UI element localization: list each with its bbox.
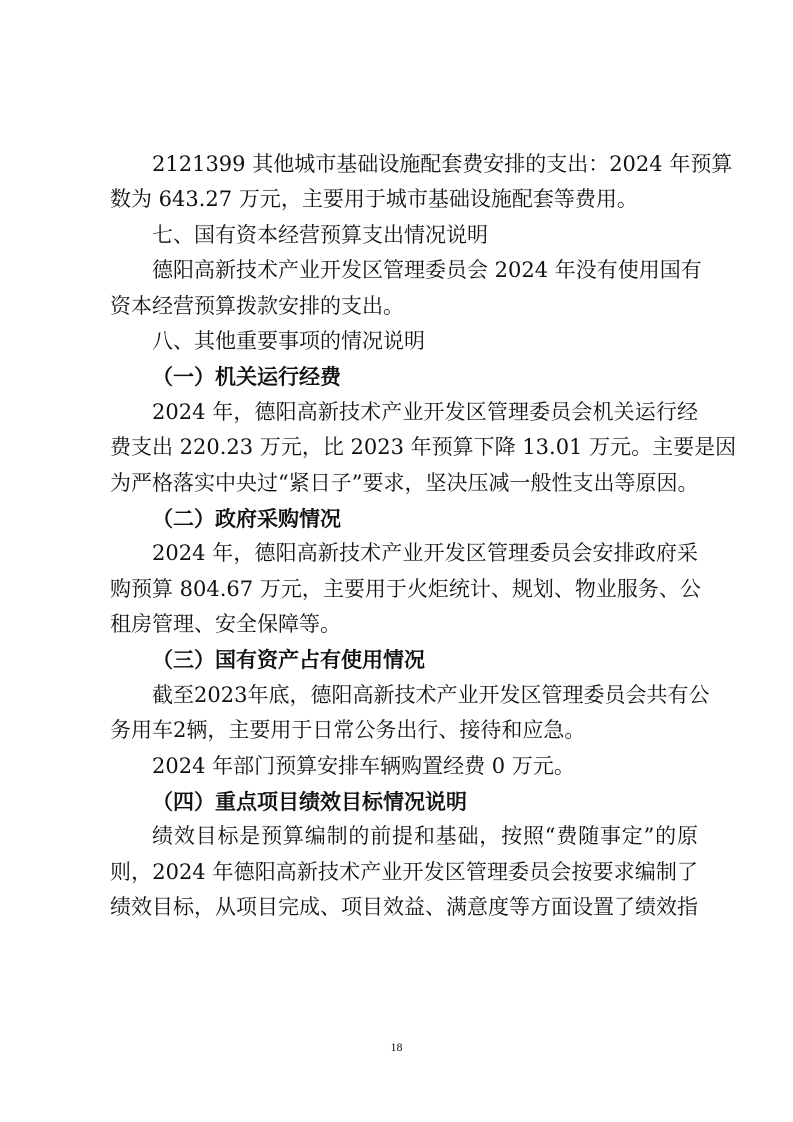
text-line: 截至2023年底，德阳高新技术产业开发区管理委员会共有公 xyxy=(152,682,710,707)
text-line: 购预算 804.67 万元，主要用于火炬统计、规划、物业服务、公 xyxy=(110,576,701,601)
text-line: 费支出 220.23 万元，比 2023 年预算下降 13.01 万元。主要是因 xyxy=(110,435,737,460)
text-line: 租房管理、安全保障等。 xyxy=(110,612,341,637)
document-body xyxy=(110,147,737,926)
text-line: 绩效目标，从项目完成、项目效益、满意度等方面设置了绩效指 xyxy=(110,895,698,920)
section-heading: 七、国有资本经营预算支出情况说明 xyxy=(152,222,488,247)
section-heading: 八、其他重要事项的情况说明 xyxy=(152,328,425,353)
text-line: 为严格落实中央过“紧日子”要求，坚决压减一般性支出等原因。 xyxy=(110,470,699,495)
text-line: 2024 年部门预算安排车辆购置经费 0 万元。 xyxy=(152,753,575,778)
text-line: 绩效目标是预算编制的前提和基础，按照“费随事定”的原 xyxy=(152,824,698,849)
text-line: 数为 643.27 万元，主要用于城市基础设施配套等费用。 xyxy=(110,187,638,212)
text-line: 德阳高新技术产业开发区管理委员会 2024 年没有使用国有 xyxy=(152,258,702,283)
text-line: 资本经营预算拨款安排的支出。 xyxy=(110,293,404,318)
text-line: 则，2024 年德阳高新技术产业开发区管理委员会按要求编制了 xyxy=(110,859,698,884)
text-line: 2024 年，德阳高新技术产业开发区管理委员会机关运行经 xyxy=(152,399,698,424)
page-number: 18 xyxy=(390,1040,403,1054)
section-heading: （二）政府采购情况 xyxy=(152,505,341,531)
text-line: 2121399 其他城市基础设施配套费安排的支出：2024 年预算 xyxy=(152,152,733,176)
text-line: 2024 年，德阳高新技术产业开发区管理委员会安排政府采 xyxy=(152,541,698,566)
text-line: 务用车2辆，主要用于日常公务出行、接待和应急。 xyxy=(110,718,586,743)
section-heading: （四）重点项目绩效目标情况说明 xyxy=(152,789,467,815)
section-heading: （一）机关运行经费 xyxy=(152,364,341,390)
section-heading: （三）国有资产占有使用情况 xyxy=(152,647,425,673)
